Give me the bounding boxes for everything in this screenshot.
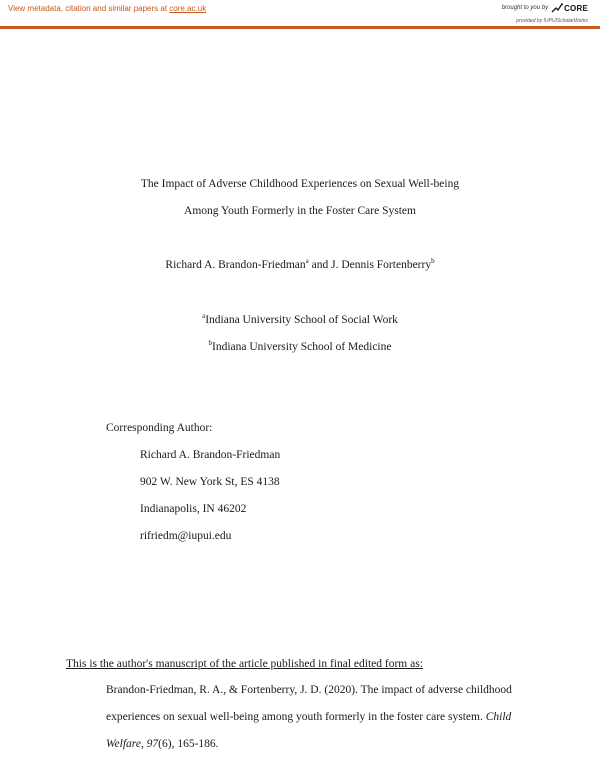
- provided-by-text: provided by IUPUIScholarWorks: [516, 18, 588, 24]
- author-list: [0, 259, 600, 271]
- corresponding-author-email: rifriedm@iupui.edu: [140, 530, 232, 542]
- core-metadata-link[interactable]: [8, 4, 206, 13]
- citation-pages: (6), 165-186.: [158, 738, 219, 750]
- citation-journal-part-2: Welfare, 97: [106, 738, 159, 750]
- affiliation-a-text: Indiana University School of Social Work: [205, 314, 398, 326]
- author-2-name: J. Dennis Fortenberry: [331, 259, 432, 271]
- affiliation-b-mark: b: [208, 339, 212, 348]
- brought-to-you-text: brought to you by: [501, 5, 549, 11]
- citation-line-1: Brandon-Friedman, R. A., & Fortenberry, J. D. (2020). The impact of adverse childhood: [106, 684, 512, 696]
- author-1-name: Richard A. Brandon-Friedman: [165, 259, 306, 271]
- core-logo: [551, 3, 588, 13]
- author-1-affil-mark: a: [305, 257, 309, 266]
- corresponding-author-address: 902 W. New York St, ES 4138: [140, 476, 280, 488]
- paper-title-line-1: The Impact of Adverse Childhood Experiences on Sexual Well-being: [140, 178, 460, 190]
- author-2-affil-mark: b: [431, 257, 435, 266]
- author-joiner: and: [308, 259, 332, 271]
- citation-journal-part-1: Child: [485, 711, 512, 723]
- core-banner: [0, 0, 600, 29]
- core-metadata-text: View metadata, citation and similar papers at: [8, 4, 170, 13]
- core-wordmark: CORE: [564, 3, 588, 13]
- corresponding-author-city: Indianapolis, IN 46202: [140, 503, 247, 515]
- citation-line-2: [106, 711, 511, 723]
- affiliation-b: [0, 341, 600, 353]
- corresponding-author-heading: Corresponding Author:: [106, 422, 213, 434]
- citation-line-2-text: experiences on sexual well-being among youth formerly in the foster care system.: [106, 711, 486, 723]
- affiliation-b-text: Indiana University School of Medicine: [212, 341, 392, 353]
- core-logo-icon: [551, 3, 563, 13]
- core-ac-uk-link[interactable]: core.ac.uk: [169, 4, 207, 13]
- affiliation-a-mark: a: [202, 312, 206, 321]
- core-branding[interactable]: [502, 3, 588, 13]
- paper-title-line-2: Among Youth Formerly in the Foster Care System: [184, 205, 416, 217]
- manuscript-note: This is the author's manuscript of the article published in final edited form as:: [66, 658, 423, 670]
- citation-line-3: [106, 738, 219, 750]
- corresponding-author-name: Richard A. Brandon-Friedman: [140, 449, 281, 461]
- affiliation-a: [0, 314, 600, 326]
